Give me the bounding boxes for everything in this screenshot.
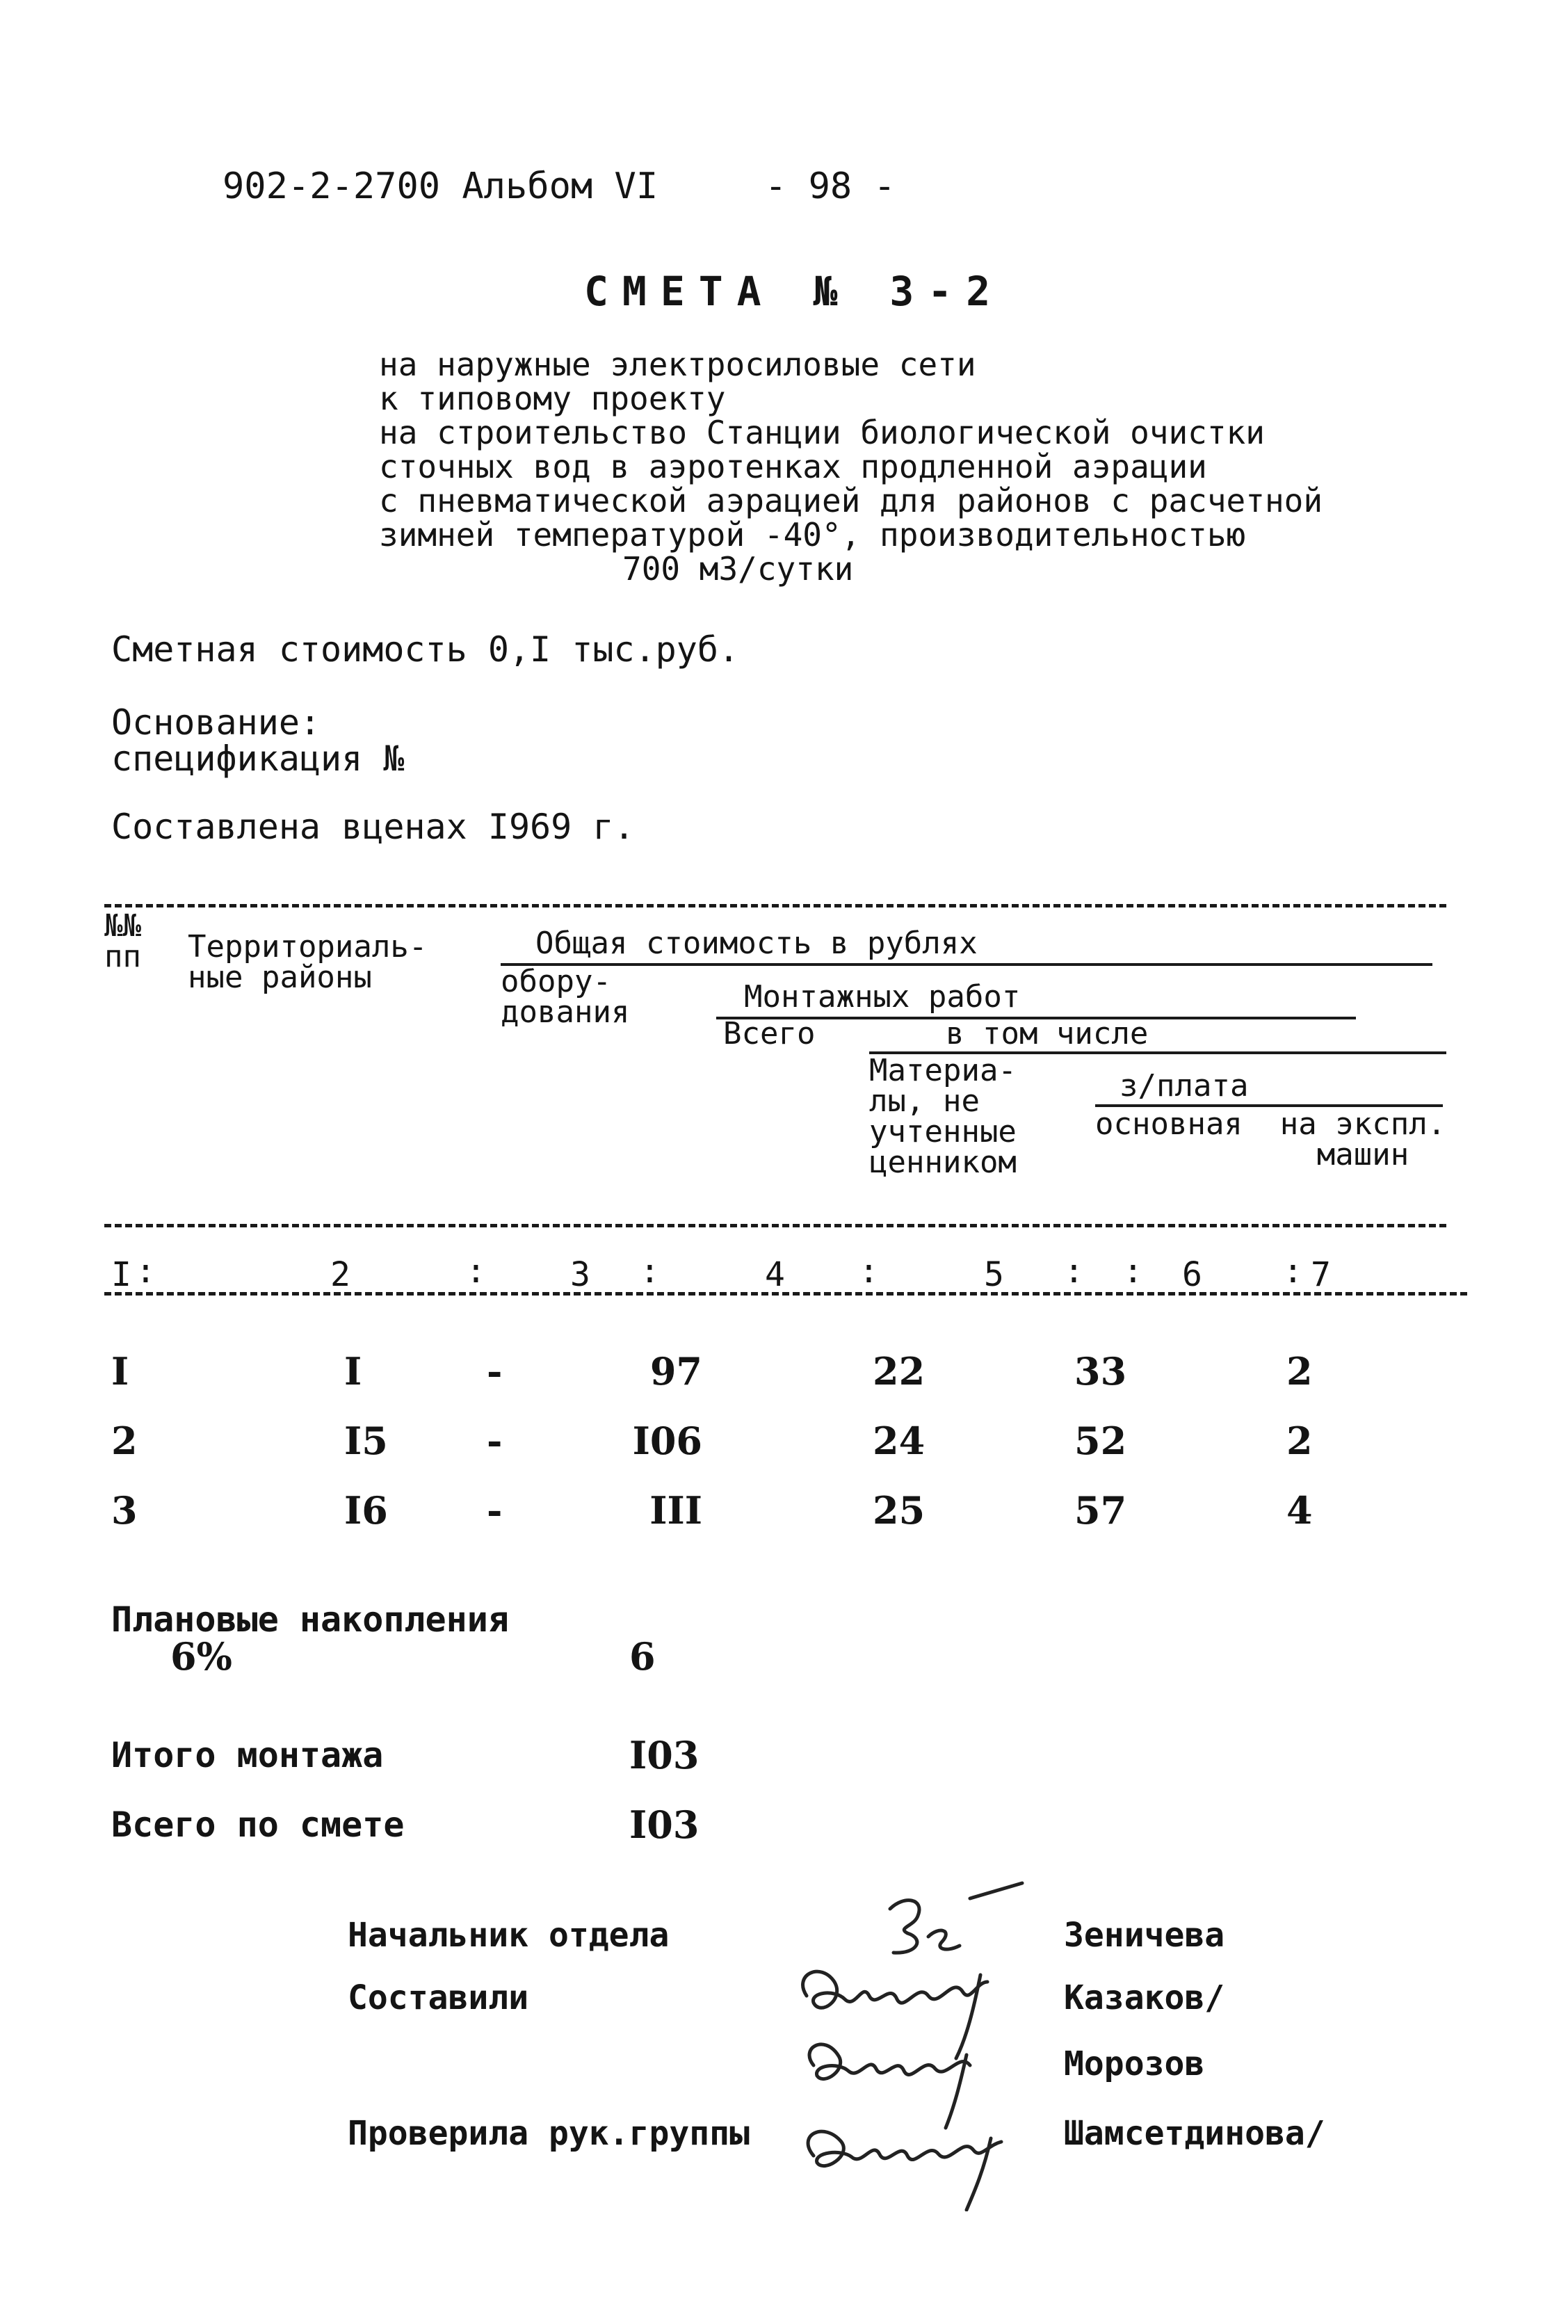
column-number: I: [111, 1255, 131, 1294]
column-number: 7: [1311, 1255, 1331, 1294]
total-label: Всего по смете: [111, 1805, 405, 1845]
planned-value: 6: [629, 1634, 656, 1679]
header-total: Всего: [723, 1016, 816, 1051]
cell-region: I: [344, 1349, 362, 1394]
column-number: 3: [570, 1255, 590, 1294]
column-number: 6: [1182, 1255, 1202, 1294]
column-number: 5: [984, 1255, 1004, 1294]
compiled-name-2: Морозов: [1064, 2044, 1205, 2083]
table-top-rule: [104, 904, 1446, 907]
page-number: - 98 -: [765, 166, 896, 207]
cell-num: 2: [111, 1419, 138, 1463]
compiled-role: Составили: [348, 1978, 529, 2017]
header-num: №№ пп: [104, 908, 141, 974]
header-basic: основная: [1095, 1106, 1243, 1142]
subtitle-line: 700 м3/сутки: [622, 550, 854, 588]
subtitle-line: зимней температурой -40°, производительностью: [379, 516, 1246, 554]
basis-label: Основание:: [111, 702, 321, 743]
column-separator: :: [1123, 1252, 1143, 1291]
cell-num: 3: [111, 1488, 138, 1533]
subtitle-line: с пневматической аэрацией для районов с расчетной: [379, 482, 1323, 519]
document-code: 902-2-2700 Альбом VI: [223, 166, 658, 207]
header-bottom-rule: [104, 1224, 1446, 1227]
cell-equipment: -: [487, 1488, 503, 1533]
total-value: I03: [629, 1802, 700, 1847]
install-label: Итого монтажа: [111, 1735, 384, 1775]
head-role: Начальник отдела: [348, 1916, 670, 1955]
checked-role: Проверила рук.группы: [348, 2114, 750, 2153]
estimate-cost: Сметная стоимость 0,I тыс.руб.: [111, 629, 740, 670]
column-separator: :: [136, 1252, 156, 1291]
cell-total: 97: [649, 1349, 702, 1394]
rule-total-cost: [501, 963, 1432, 966]
column-separator: :: [1283, 1252, 1303, 1291]
planned-pct: 6%: [170, 1634, 232, 1679]
cell-region: I5: [344, 1419, 388, 1463]
column-number: 4: [765, 1255, 785, 1294]
column-separator: :: [640, 1252, 660, 1291]
column-number-rule: [104, 1292, 1467, 1296]
cell-equipment: -: [487, 1349, 503, 1394]
header-regions: Территориаль- ные районы: [188, 929, 428, 995]
header-machines: на экспл. машин: [1279, 1106, 1446, 1172]
planned-label: Плановые накопления: [111, 1599, 509, 1640]
column-separator: :: [1064, 1252, 1084, 1291]
header-salary: з/плата: [1120, 1068, 1249, 1104]
compiled-name-1: Казаков/: [1064, 1978, 1225, 2017]
document-title: СМЕТА № 3-2: [584, 268, 1005, 315]
header-including: в том числе: [946, 1016, 1149, 1051]
cell-num: I: [111, 1349, 129, 1394]
subtitle-line: к типовому проекту: [379, 380, 726, 417]
cell-total: I06: [632, 1419, 702, 1463]
checked-name: Шамсетдинова/: [1064, 2114, 1325, 2153]
head-name: Зеничева: [1064, 1916, 1225, 1955]
cell-basic: 52: [1074, 1419, 1127, 1463]
subtitle-line: на наружные электросиловые сети: [379, 346, 976, 383]
header-equipment: обору- дования: [501, 964, 630, 1030]
price-year: Составлена вценах I969 г.: [111, 807, 635, 847]
cell-basic: 33: [1074, 1349, 1127, 1394]
handwritten-signatures: [793, 1878, 1043, 2211]
cell-machines: 2: [1286, 1349, 1313, 1394]
cell-equipment: -: [487, 1419, 503, 1463]
cell-materials: 24: [873, 1419, 926, 1463]
install-value: I03: [629, 1733, 700, 1777]
header-total-cost: Общая стоимость в рублях: [535, 926, 978, 961]
header-materials: Материа- лы, не учтенные ценником: [869, 1053, 1017, 1180]
column-separator: :: [466, 1252, 486, 1291]
header-installation: Монтажных работ: [744, 979, 1021, 1015]
basis-value: спецификация №: [111, 739, 405, 779]
cell-total: III: [649, 1488, 702, 1533]
cell-machines: 2: [1286, 1419, 1313, 1463]
cell-basic: 57: [1074, 1488, 1127, 1533]
cell-materials: 22: [873, 1349, 926, 1394]
subtitle-line: на строительство Станции биологической очистки: [379, 414, 1265, 451]
cell-materials: 25: [873, 1488, 926, 1533]
column-number: 2: [330, 1255, 350, 1294]
column-separator: :: [859, 1252, 879, 1291]
cell-region: I6: [344, 1488, 388, 1533]
subtitle-line: сточных вод в аэротенках продленной аэрации: [379, 448, 1207, 485]
cell-machines: 4: [1286, 1488, 1313, 1533]
